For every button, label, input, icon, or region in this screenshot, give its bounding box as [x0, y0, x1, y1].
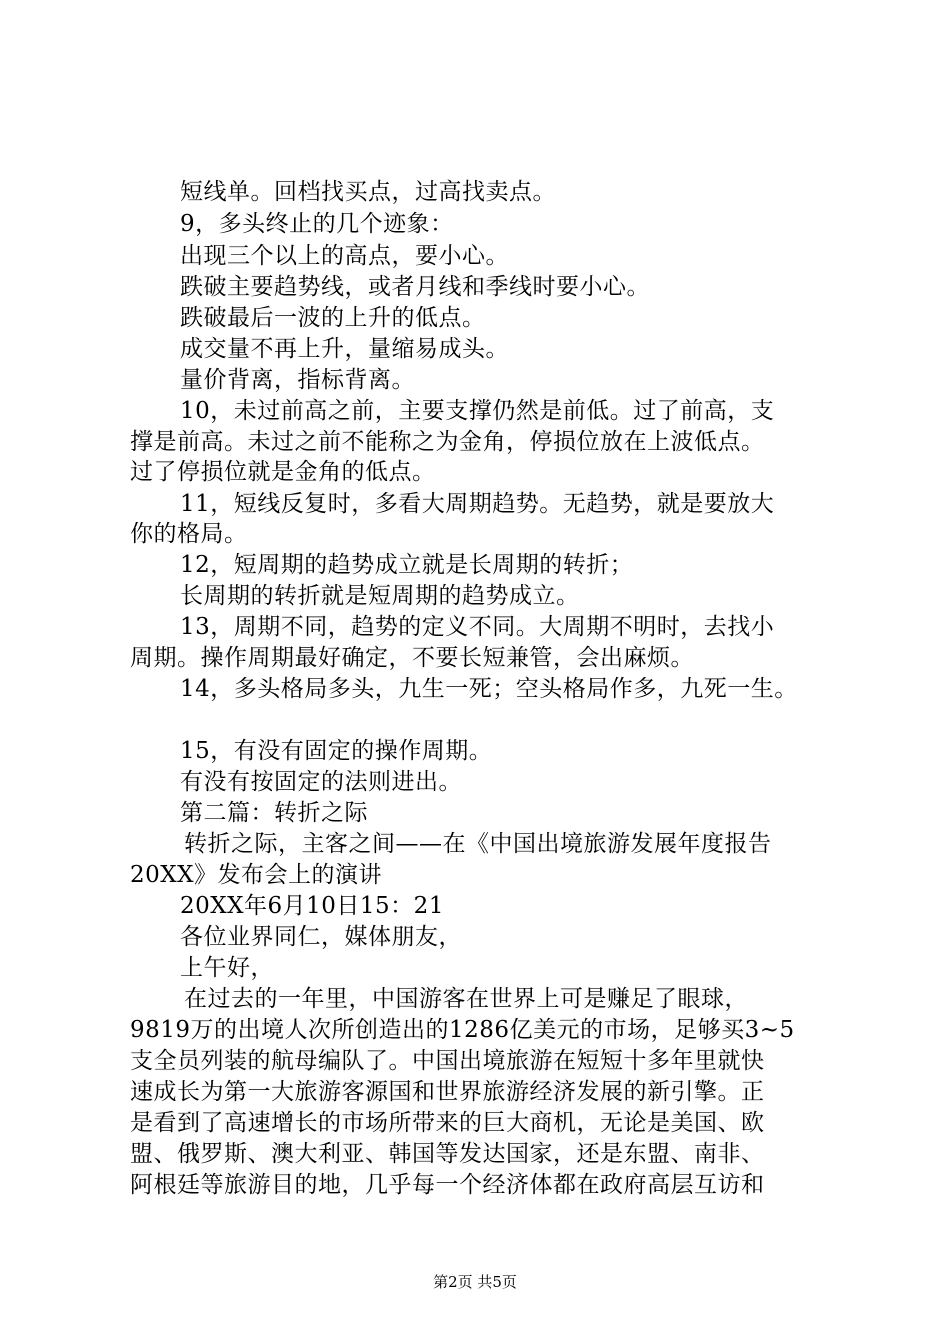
text-line: 10，未过前高之前，主要支撑仍然是前低。过了前高，支 — [180, 398, 775, 424]
text-line: 跌破最后一波的上升的低点。 — [180, 305, 486, 331]
text-line: 转折之际，主客之间——在《中国出境旅游发展年度报告 — [184, 831, 772, 857]
text-line: 14，多头格局多头，九生一死；空头格局作多，九死一生。 — [180, 676, 798, 702]
text-line: 量价背离，指标背离。 — [180, 367, 415, 393]
text-line: 跌破主要趋势线，或者月线和季线时要小心。 — [180, 274, 650, 300]
text-line: 各位业界同仁，媒体朋友， — [180, 924, 462, 950]
text-line: 在过去的一年里，中国游客在世界上可是赚足了眼球， — [184, 986, 748, 1012]
text-line: 13，周期不同，趋势的定义不同。大周期不明时，去找小 — [180, 614, 775, 640]
text-line: 撑是前高。未过之前不能称之为金角，停损位放在上波低点。 — [130, 429, 765, 455]
text-line: 你的格局。 — [130, 521, 248, 547]
text-line: 9，多头终止的几个迹象： — [180, 211, 454, 237]
text-line: 过了停损位就是金角的低点。 — [130, 459, 436, 485]
text-line: 12，短周期的趋势成立就是长周期的转折； — [180, 552, 634, 578]
text-line: 支全员列装的航母编队了。中国出境旅游在短短十多年里就快 — [130, 1048, 765, 1074]
text-line: 长周期的转折就是短周期的趋势成立。 — [180, 583, 580, 609]
text-line: 9819万的出境人次所创造出的1286亿美元的市场，足够买3~5 — [130, 1017, 795, 1043]
text-line: 盟、俄罗斯、澳大利亚、韩国等发达国家，还是东盟、南非、 — [130, 1141, 765, 1167]
text-line: 出现三个以上的高点，要小心。 — [180, 243, 509, 269]
text-line: 20XX》发布会上的演讲 — [130, 862, 383, 888]
text-line: 速成长为第一大旅游客源国和世界旅游经济发展的新引擎。正 — [130, 1079, 765, 1105]
text-line: 有没有按固定的法则进出。 — [180, 769, 462, 795]
text-line: 上午好， — [180, 955, 274, 981]
text-line: 阿根廷等旅游目的地，几乎每一个经济体都在政府高层互访和 — [130, 1172, 765, 1198]
text-line: 20XX年6月10日15：21 — [180, 893, 444, 919]
page-number-footer: 第2页 共5页 — [433, 1273, 517, 1291]
section-heading: 第二篇：转折之际 — [180, 800, 368, 826]
text-line: 15，有没有固定的操作周期。 — [180, 738, 493, 764]
text-line: 周期。操作周期最好确定，不要长短兼管，会出麻烦。 — [130, 645, 694, 671]
text-line: 是看到了高速增长的市场所带来的巨大商机，无论是美国、欧 — [130, 1110, 765, 1136]
text-line: 短线单。回档找买点，过高找卖点。 — [180, 179, 556, 205]
text-line: 成交量不再上升，量缩易成头。 — [180, 336, 509, 362]
text-line: 11，短线反复时，多看大周期趋势。无趋势，就是要放大 — [180, 491, 775, 517]
